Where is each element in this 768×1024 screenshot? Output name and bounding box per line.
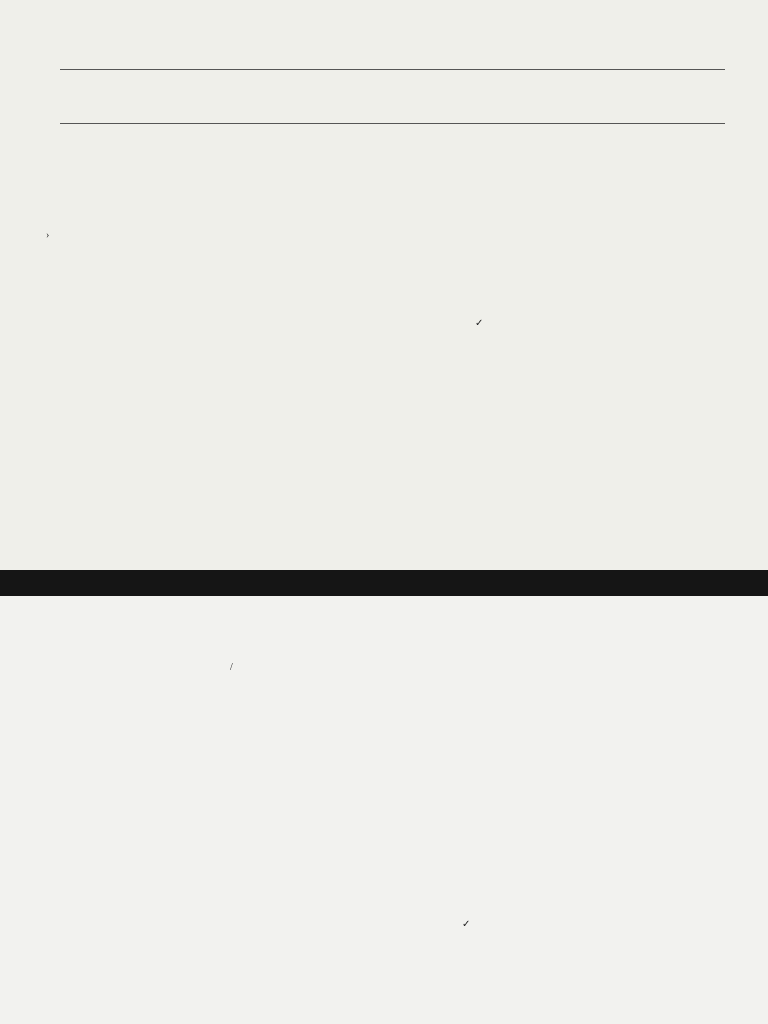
header-top-rule <box>60 69 725 70</box>
check-mark: ✓ <box>475 318 484 329</box>
check-mark-lower: ✓ <box>462 919 471 930</box>
header-bottom-rule <box>60 123 725 124</box>
tick-mark: / <box>230 662 233 673</box>
bottom-page <box>0 596 768 1024</box>
margin-mark: › <box>46 230 50 241</box>
